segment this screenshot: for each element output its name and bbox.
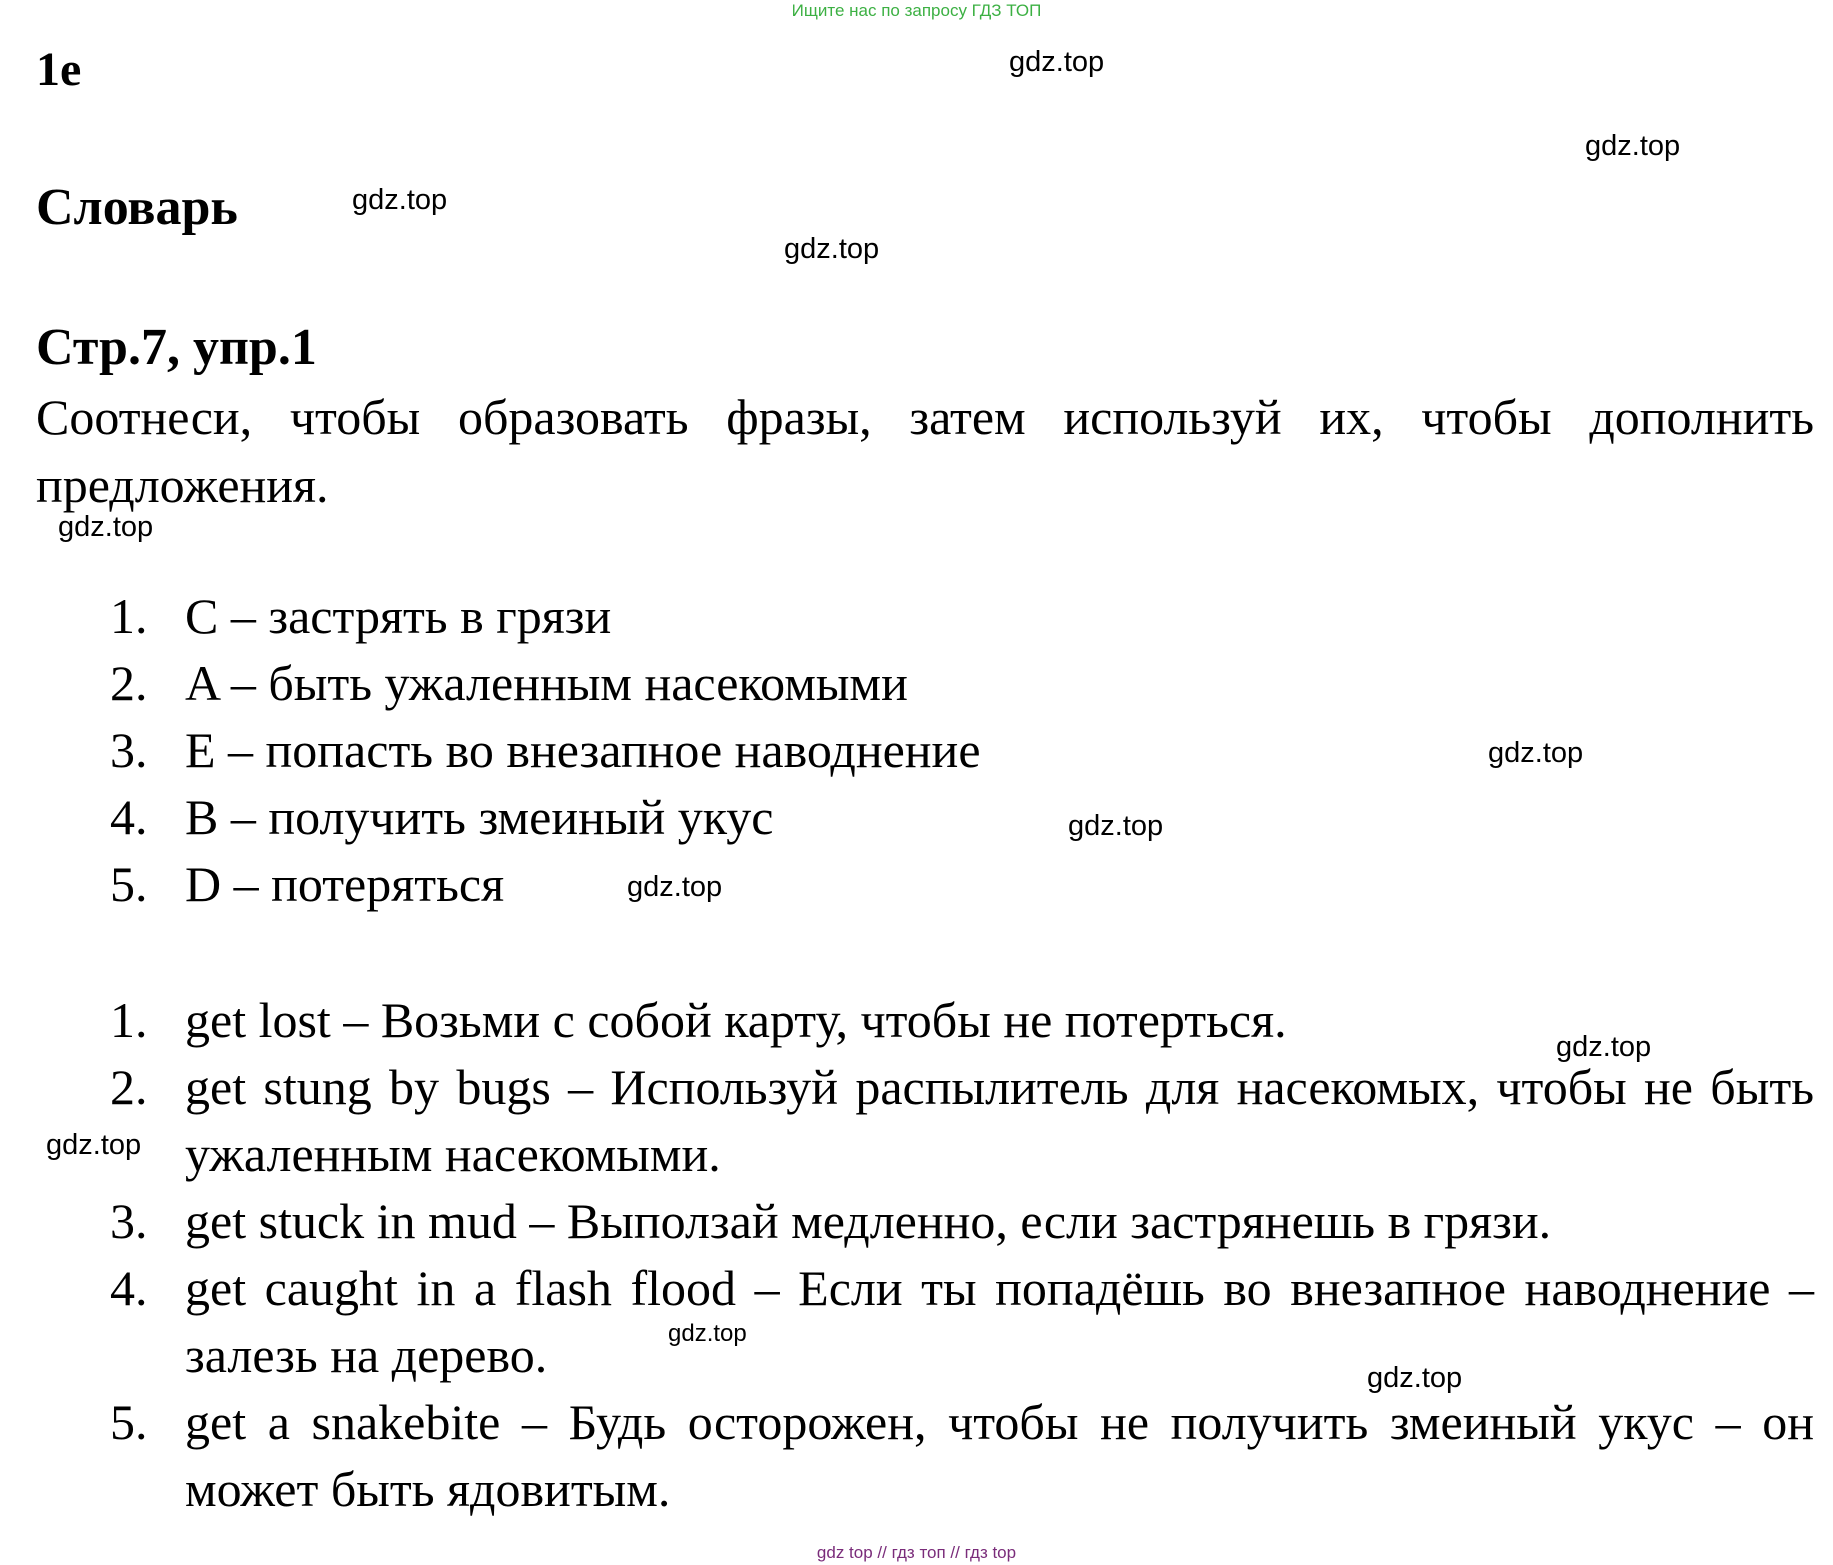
match-text: B – получить змеиный укус: [185, 789, 774, 845]
sentence-number: 2.: [110, 1059, 148, 1115]
match-number: 5.: [110, 856, 148, 912]
match-text: A – быть ужаленным насекомыми: [185, 655, 908, 711]
sentence-number: 3.: [110, 1193, 148, 1249]
watermark: gdz.top: [784, 233, 880, 265]
section-title: 1e: [36, 43, 82, 96]
watermark: gdz.top: [1585, 130, 1681, 162]
match-number: 1.: [110, 588, 148, 644]
watermark: gdz.top: [1367, 1362, 1463, 1394]
watermark: gdz.top: [58, 511, 154, 543]
sentence-text: get a snakebite – Будь осторожен, чтобы не получить змеиный укус – он может быть ядовитым.: [185, 1394, 1814, 1517]
match-number: 2.: [110, 655, 148, 711]
sentence-text: get stung by bugs – Используй распылитель для насекомых, чтобы не быть ужаленным насекомыми.: [185, 1059, 1814, 1182]
sentence-item: [0, 1054, 1814, 1188]
sentence-text: get lost – Возьми с собой карту, чтобы не потерться.: [185, 992, 1287, 1048]
watermark: gdz.top: [352, 184, 448, 216]
sentence-item: [0, 1188, 1814, 1255]
exercise-heading: Стр.7, упр.1: [36, 319, 317, 376]
sentence-item: [0, 1389, 1814, 1523]
footer-links: gdz top // гдз топ // гдз top: [816, 1543, 1017, 1562]
top-banner: Ищите нас по запросу ГДЗ ТОП: [791, 1, 1042, 20]
sentence-number: 1.: [110, 992, 148, 1048]
match-item: [0, 583, 1814, 650]
exercise-instruction: Соотнеси, чтобы образовать фразы, затем используй их, чтобы дополнить предложения.: [36, 389, 1814, 513]
match-text: C – застрять в грязи: [185, 588, 612, 644]
watermark: gdz.top: [1009, 46, 1105, 78]
vocabulary-heading: Словарь: [36, 179, 238, 236]
match-item: [0, 784, 1814, 851]
watermark: gdz.top: [46, 1129, 142, 1161]
sentence-item: [0, 1255, 1814, 1389]
match-text: D – потеряться: [185, 856, 505, 912]
match-text: E – попасть во внезапное наводнение: [185, 722, 981, 778]
sentence-number: 4.: [110, 1260, 148, 1316]
watermark: gdz.top: [1488, 737, 1584, 769]
sentence-text: get stuck in mud – Выползай медленно, если застрянешь в грязи.: [185, 1193, 1552, 1249]
watermark: gdz.top: [1068, 810, 1164, 842]
match-number: 4.: [110, 789, 148, 845]
watermark: gdz.top: [627, 871, 723, 903]
sentences-list: [0, 987, 1814, 1523]
watermark: gdz.top: [1556, 1031, 1652, 1063]
match-item: [0, 650, 1814, 717]
sentence-number: 5.: [110, 1394, 148, 1450]
match-item: [0, 851, 1814, 918]
sentence-item: [0, 987, 1814, 1054]
watermark: gdz.top: [668, 1320, 747, 1347]
sentence-text: get caught in a flash flood – Если ты попадёшь во внезапное наводнение – залезь на дерево.: [185, 1260, 1814, 1383]
match-number: 3.: [110, 722, 148, 778]
